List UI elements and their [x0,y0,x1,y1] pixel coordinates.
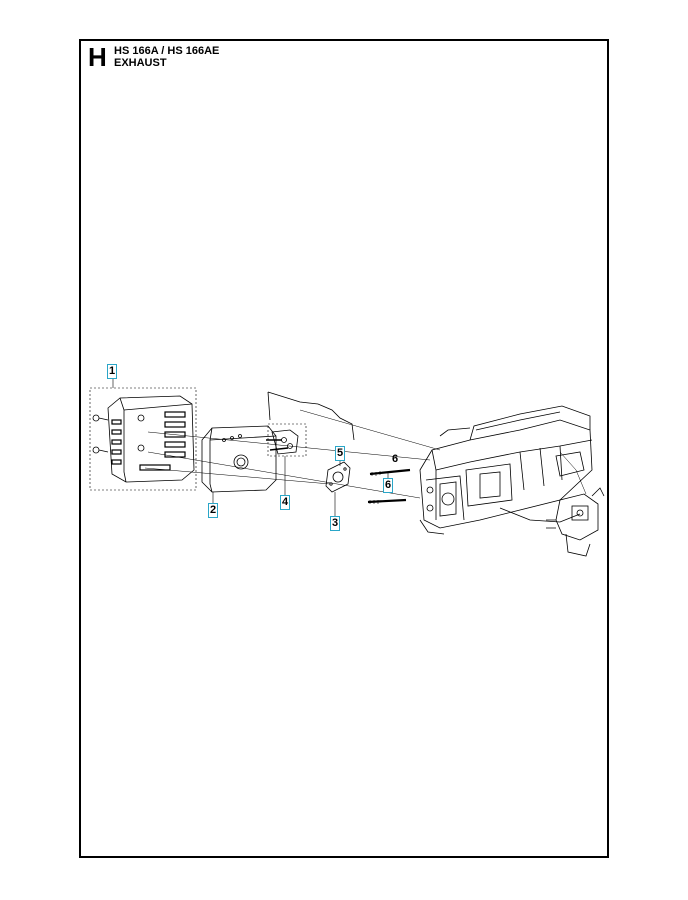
guard-screws [93,415,108,453]
callout-2: 2 [210,504,217,516]
callout-3: 3 [332,517,339,529]
callout-6: 6 [385,479,392,491]
muffler-guard-part [108,396,194,482]
bracket-part [266,430,298,454]
callout-6-top: 6 [392,453,399,465]
model-title: HS 166A / HS 166AE [114,45,220,57]
muffler-part [202,426,276,492]
gasket-part [326,462,350,492]
callout-5: 5 [337,447,344,459]
guard-group-box [90,388,196,490]
section-title: EXHAUST [114,57,167,69]
heat-shield-part [268,392,354,440]
engine-part [420,406,592,534]
callout-1: 1 [109,365,116,377]
carburettor-part [546,452,604,556]
callout-4: 4 [282,496,289,508]
section-letter: H [88,42,107,72]
